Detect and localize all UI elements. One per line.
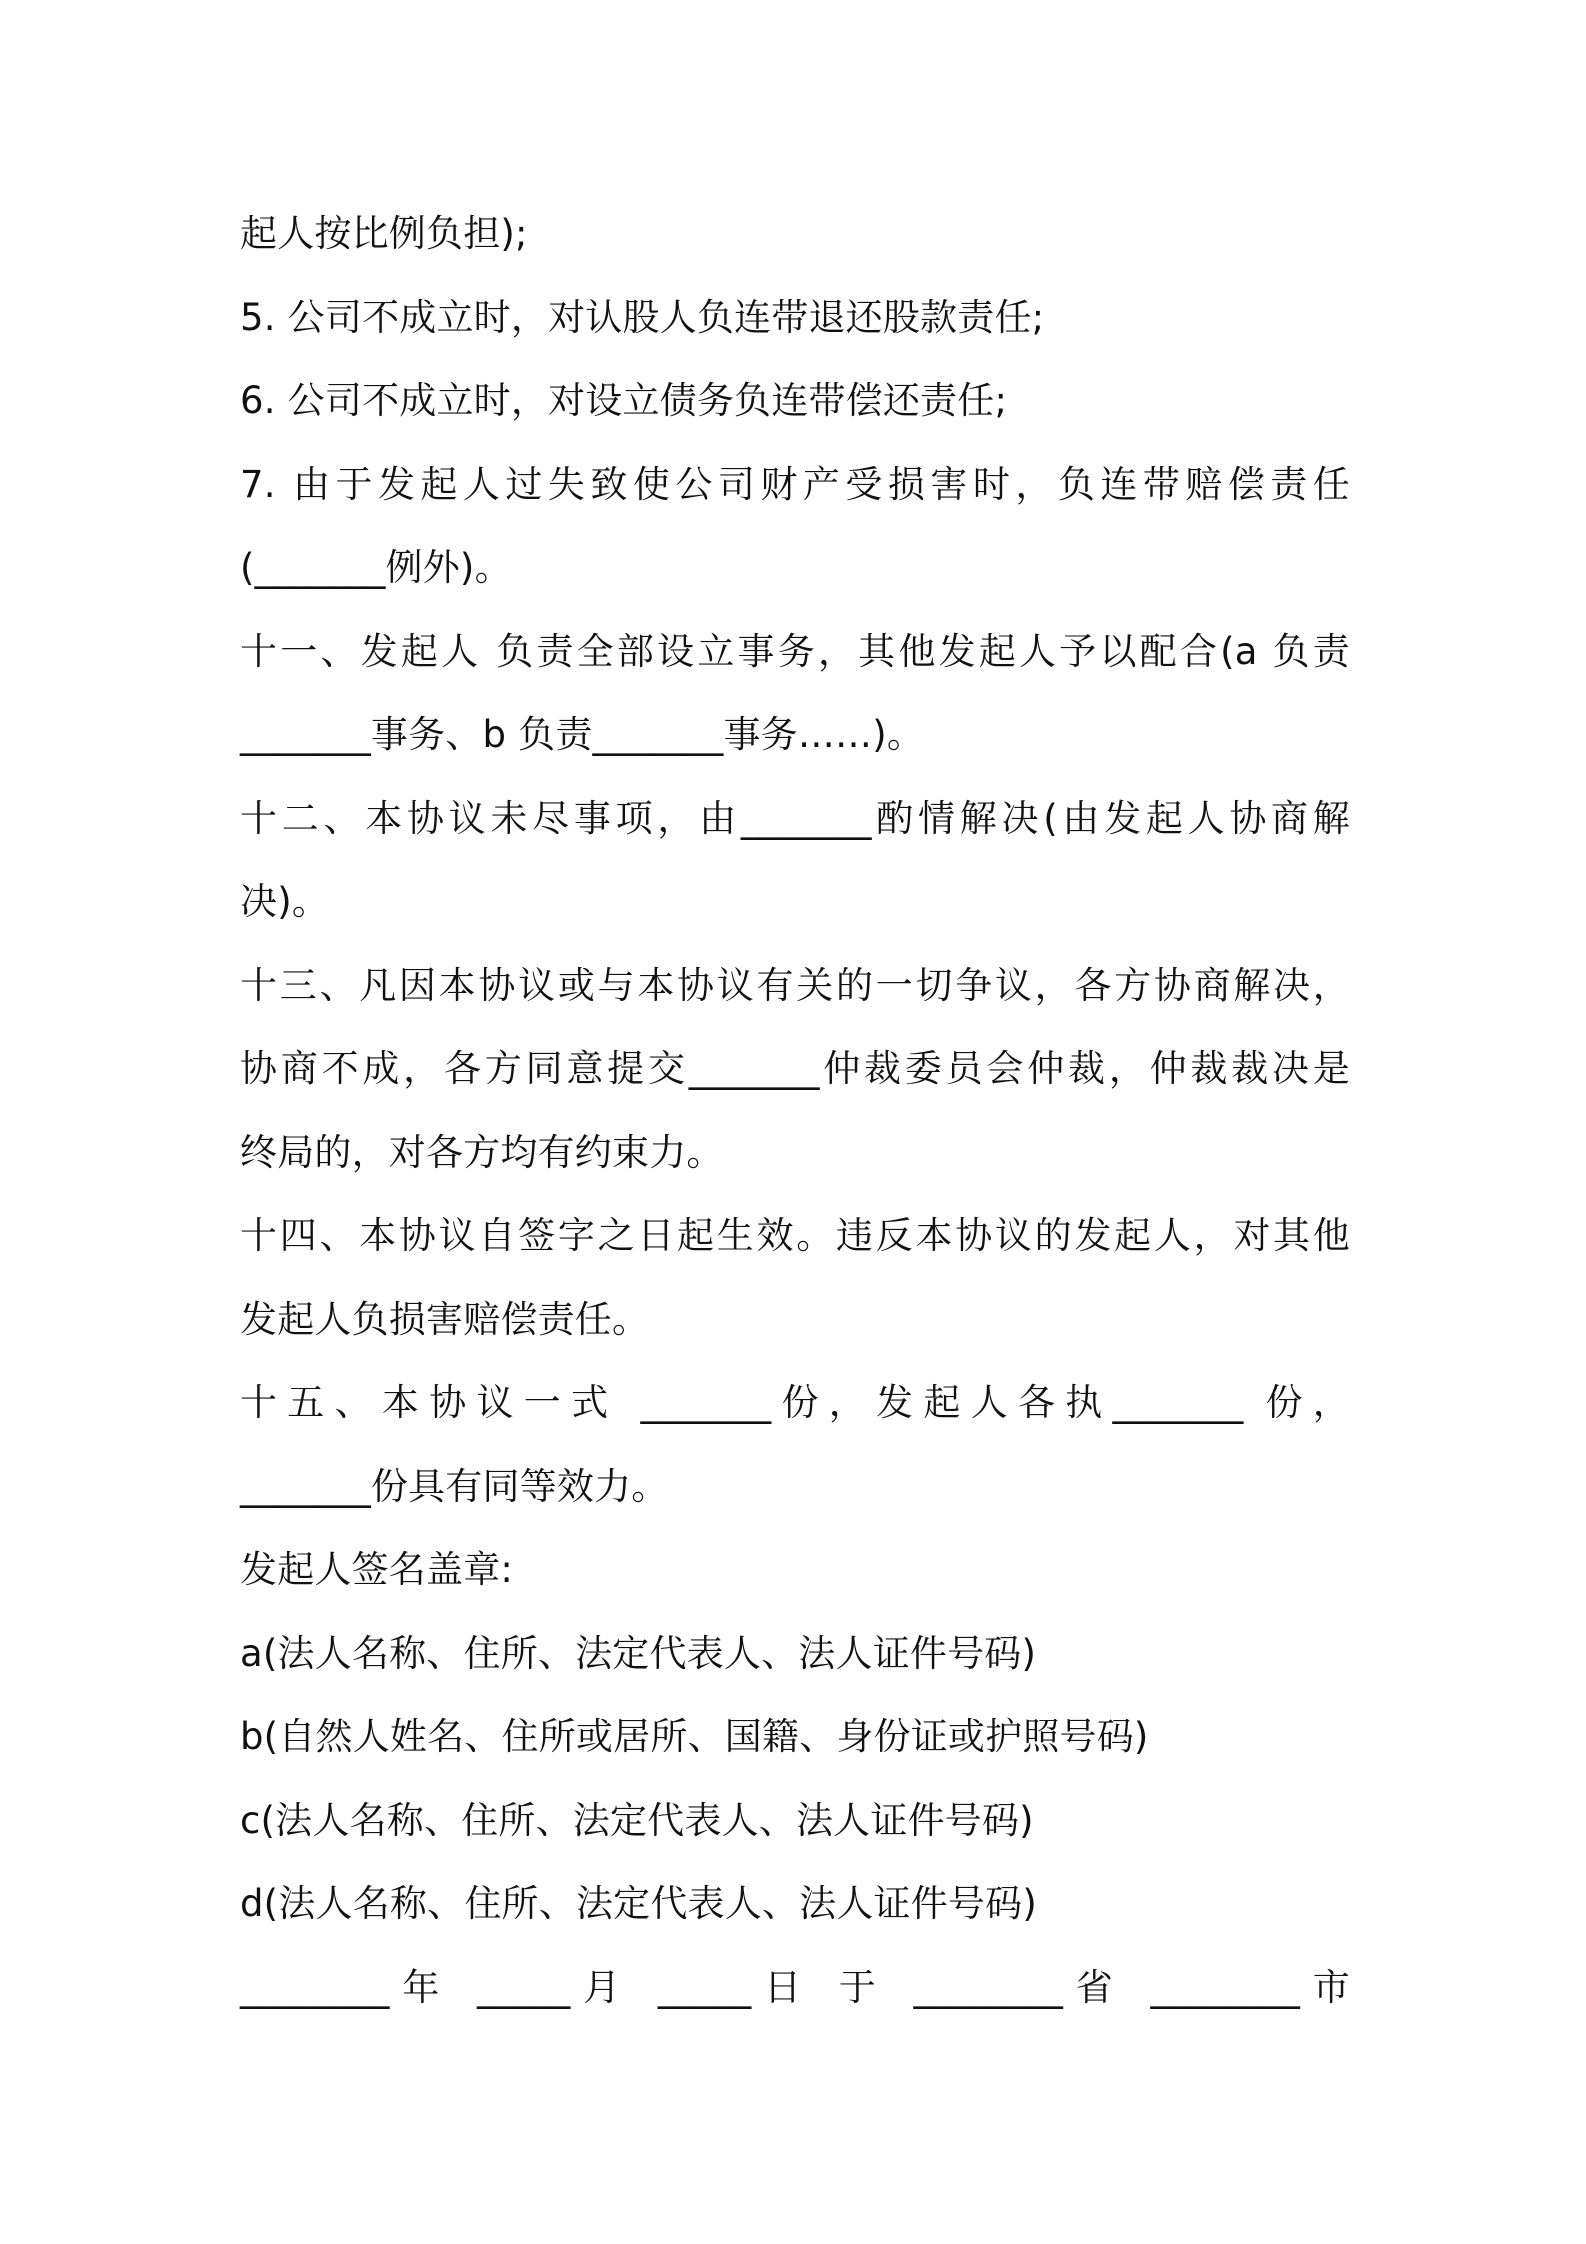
text-line: c(法人名称、住所、法定代表人、法人证件号码) [240, 1798, 1034, 1842]
text-line: (_______例外)。 [240, 546, 512, 589]
text-line: 终局的，对各方均有约束力。 [240, 1130, 724, 1174]
text-line: _______事务、b 负责_______事务……)。 [240, 713, 925, 756]
document-body [240, 192, 1350, 2029]
text-line: _______份具有同等效力。 [240, 1464, 669, 1508]
text-line: 十五、本协议一式 _______份，发起人各执_______ 份， [240, 1381, 1350, 1424]
text-line: b(自然人姓名、住所或居所、国籍、身份证或护照号码) [240, 1715, 1149, 1758]
text-line: d(法人名称、住所、法定代表人、法人证件号码) [240, 1882, 1037, 1925]
text-line: 十二、本协议未尽事项，由_______酌情解决(由发起人协商解 [240, 796, 1350, 840]
text-line: 十三、凡因本协议或与本协议有关的一切争议，各方协商解决， [240, 963, 1350, 1007]
text-line: 协商不成，各方同意提交_______仲裁委员会仲裁，仲裁裁决是 [240, 1047, 1350, 1090]
text-line: 决)。 [240, 880, 330, 923]
text-line: 6. 公司不成立时，对设立债务负连带偿还责任; [240, 379, 1008, 422]
text-line: a(法人名称、住所、法定代表人、法人证件号码) [240, 1631, 1037, 1675]
text-line: 7. 由于发起人过失致使公司财产受损害时，负连带赔偿责任 [240, 462, 1350, 506]
text-line: ________年 _____月 _____日 于 ________省 ________市 [240, 1965, 1350, 2009]
text-line: 十一、发起人 负责全部设立事务，其他发起人予以配合(a 负责 [240, 629, 1350, 673]
text-line: 十四、本协议自签字之日起生效。违反本协议的发起人，对其他 [240, 1214, 1350, 1257]
text-line: 5. 公司不成立时，对认股人负连带退还股款责任; [240, 295, 1045, 339]
text-line: 发起人签名盖章: [240, 1548, 514, 1591]
text-line: 起人按比例负担); [240, 212, 528, 255]
text-line: 发起人负损害赔偿责任。 [240, 1297, 650, 1341]
